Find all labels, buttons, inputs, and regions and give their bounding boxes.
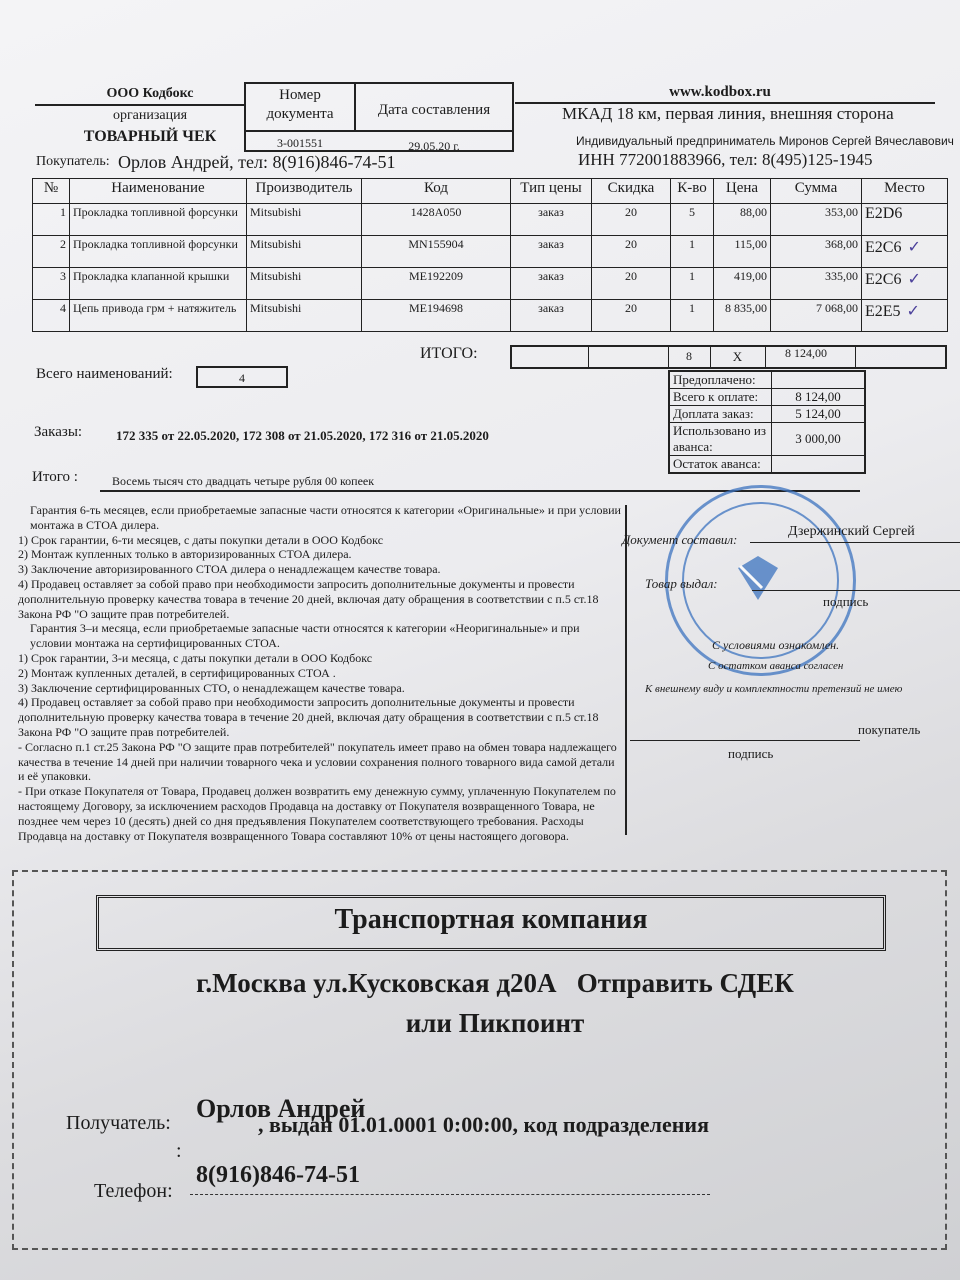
org-label: организация xyxy=(112,108,188,123)
warranty-paragraph: - При отказе Покупателя от Товара, Продавец должен возвратить ему денежную сумму, уплаченную Покупателем по настоящему Договору, за исключением расходов Продавца на доставку от Покупателя возвращенного Товара, не позднее чем через 10 (десять) дней со дня предъявления Покупателем соответствующего требования. Расходы Продавца на доставку от Покупателя возвращенного Товара составляют 10% от цены настоящего договора. xyxy=(18,784,616,843)
cell-qty: 1 xyxy=(671,300,714,332)
col-header: Тип цены xyxy=(511,179,592,204)
col-header: Наименование xyxy=(70,179,247,204)
cell-name: Прокладка топливной форсунки xyxy=(70,236,247,268)
doc-title: ТОВАРНЫЙ ЧЕК xyxy=(83,128,217,145)
total-words-label: Итого : xyxy=(32,469,78,485)
composed-by: Дзержинский Сергей xyxy=(788,524,915,539)
to-pay-value: 8 124,00 xyxy=(772,389,866,406)
buyer-label: Покупатель: xyxy=(36,154,110,169)
doc-date-label: Дата составления xyxy=(377,102,491,118)
cell-sum: 7 068,00 xyxy=(771,300,862,332)
recipient-name: Орлов Андрей xyxy=(196,1094,366,1123)
items-table xyxy=(32,178,948,332)
shipping-address-line2: или Пикпоинт xyxy=(405,1008,585,1038)
cell-code: ME194698 xyxy=(362,300,511,332)
cell-place: E2C6 ✓ xyxy=(862,236,948,268)
org-name: ООО Кодбокс xyxy=(106,86,194,101)
cell-price: 8 835,00 xyxy=(714,300,771,332)
warranty-paragraph: 1) Срок гарантии, 3-и месяца, с даты покупки детали в ООО Кодбокс xyxy=(18,650,373,665)
total-label: ИТОГО: xyxy=(420,345,478,362)
check-mark-icon: ✓ xyxy=(906,303,920,320)
doc-number-label: Номер документа xyxy=(266,87,334,122)
col-header: К-во xyxy=(671,179,714,204)
cell-discount: 20 xyxy=(592,300,671,332)
col-header: Цена xyxy=(714,179,771,204)
col-header: № xyxy=(33,179,70,204)
cell-maker: Mitsubishi xyxy=(247,268,362,300)
cell-n: 2 xyxy=(33,236,70,268)
warranty-paragraph: 2) Монтаж купленных деталей, в сертифицированных СТОА . xyxy=(18,665,336,680)
buyer-role-label: покупатель xyxy=(858,722,921,737)
table-row xyxy=(33,300,948,332)
agree-no-claims: К внешнему виду и комплектности претензий не имею xyxy=(645,683,903,695)
warranty-paragraph: 3) Заключение авторизированного СТОА дилера о ненадлежащем качестве товара. xyxy=(18,562,441,577)
payments-box xyxy=(668,370,866,474)
col-header: Код xyxy=(362,179,511,204)
cell-n: 4 xyxy=(33,300,70,332)
table-row xyxy=(33,204,948,236)
orders: 172 335 от 22.05.2020, 172 308 от 21.05.2020, 172 316 от 21.05.2020 xyxy=(116,428,489,443)
total-sum: 8 124,00 xyxy=(785,346,827,360)
shipping-address-line1: г.Москва ул.Кусковская д20А Отправить СДЕК xyxy=(196,968,794,998)
cell-place: E2C6 ✓ xyxy=(862,268,948,300)
extra-value: 5 124,00 xyxy=(772,406,866,423)
cell-maker: Mitsubishi xyxy=(247,300,362,332)
col-header: Место xyxy=(862,179,948,204)
check-mark-icon: ✓ xyxy=(907,239,921,256)
warranty-paragraph: Гарантия 3–и месяца, если приобретаемые запасные части относятся к категории «Неоригинальные» и при условии монтажа на сертифицированных СТОА. xyxy=(30,621,580,651)
agree-advance: С остатком аванса согласен xyxy=(708,660,844,672)
kodbox-logo-icon xyxy=(728,548,788,608)
remain-value xyxy=(772,456,866,474)
shipping-title: Транспортная компания xyxy=(96,895,886,951)
cell-code: MN155904 xyxy=(362,236,511,268)
cell-maker: Mitsubishi xyxy=(247,204,362,236)
table-header-row xyxy=(33,179,948,204)
warranty-paragraph: 3) Заключение сертифицированных СТО, о ненадлежащем качестве товара. xyxy=(18,680,405,695)
count-value: 4 xyxy=(196,366,288,388)
cell-n: 1 xyxy=(33,204,70,236)
col-header: Производитель xyxy=(247,179,362,204)
doc-number: 3-001551 xyxy=(277,136,323,150)
used-label: Использовано из аванса: xyxy=(669,423,772,456)
issued-signature-label: подпись xyxy=(823,594,869,609)
check-mark-icon: ✓ xyxy=(907,271,921,288)
warranty-paragraph: - Согласно п.1 ст.25 Закона РФ "О защите прав потребителей" покупатель имеет право на обмен товара надлежащего качества в течение 14 дней при наличии товарного чека и условии сохранения полного товарного вида самой детали и её упаковки. xyxy=(18,739,617,784)
cell-discount: 20 xyxy=(592,268,671,300)
inn: ИНН 772001883966, тел: 8(495)125-1945 xyxy=(578,150,873,169)
warranty-paragraph: 4) Продавец оставляет за собой право при необходимости запросить дополнительные документы и провести дополнительную проверку качества товара в течение 20 дней, включая дату обращения в соответствии с п.5 ст.18 Закона РФ "О защите прав потребителей. xyxy=(18,576,599,621)
cell-sum: 368,00 xyxy=(771,236,862,268)
cell-code: 1428A050 xyxy=(362,204,511,236)
cell-sum: 353,00 xyxy=(771,204,862,236)
cell-price: 88,00 xyxy=(714,204,771,236)
phone: 8(916)846-74-51 xyxy=(196,1162,360,1188)
cell-place: E2E5 ✓ xyxy=(862,300,948,332)
buyer-signature-label: подпись xyxy=(728,746,774,761)
cell-name: Прокладка клапанной крышки xyxy=(70,268,247,300)
cell-qty: 1 xyxy=(671,268,714,300)
recipient-label: Получатель: xyxy=(66,1112,171,1134)
composed-label: Документ составил: xyxy=(622,532,738,547)
warranty-paragraph: Гарантия 6-ть месяцев, если приобретаемые запасные части относятся к категории «Оригинальные» и при условии монтажа в СТОА дилера. xyxy=(30,503,621,532)
remain-label: Остаток аванса: xyxy=(669,456,772,474)
cell-price: 115,00 xyxy=(714,236,771,268)
agree-conditions: С условиями ознакомлен. xyxy=(712,638,840,652)
count-label: Всего наименований: xyxy=(36,366,173,382)
prepaid-label: Предоплачено: xyxy=(669,371,772,389)
cell-discount: 20 xyxy=(592,236,671,268)
total-x: X xyxy=(732,349,743,364)
buyer: Орлов Андрей, тел: 8(916)846-74-51 xyxy=(118,152,396,172)
cell-price: 419,00 xyxy=(714,268,771,300)
warranty-paragraph: 2) Монтаж купленных только в авторизированных СТОА дилера. xyxy=(18,547,352,562)
cell-discount: 20 xyxy=(592,204,671,236)
cell-price_type: заказ xyxy=(511,204,592,236)
to-pay-label: Всего к оплате: xyxy=(669,389,772,406)
entrepreneur: Индивидуальный предприниматель Миронов Сергей Вячеславович xyxy=(576,134,954,148)
cell-qty: 5 xyxy=(671,204,714,236)
warranty-paragraph: 1) Срок гарантии, 6-ти месяцев, с даты покупки детали в ООО Кодбокс xyxy=(18,532,384,547)
cell-qty: 1 xyxy=(671,236,714,268)
prepaid-value xyxy=(772,371,866,389)
passport-colon: : xyxy=(176,1140,182,1162)
extra-label: Доплата заказ: xyxy=(669,406,772,423)
table-row xyxy=(33,268,948,300)
cell-price_type: заказ xyxy=(511,300,592,332)
passport-info: , выдан 01.01.0001 0:00:00, код подразделения xyxy=(258,1112,709,1137)
website: www.kodbox.ru xyxy=(669,84,771,100)
used-value: 3 000,00 xyxy=(772,423,866,456)
phone-label: Телефон: xyxy=(94,1180,173,1202)
cell-place: E2D6 xyxy=(862,204,948,236)
cell-price_type: заказ xyxy=(511,268,592,300)
cell-sum: 335,00 xyxy=(771,268,862,300)
warranty-text xyxy=(10,503,622,843)
cell-n: 3 xyxy=(33,268,70,300)
cell-price_type: заказ xyxy=(511,236,592,268)
col-header: Скидка xyxy=(592,179,671,204)
orders-label: Заказы: xyxy=(34,424,83,440)
total-qty: 8 xyxy=(686,349,692,363)
cell-name: Прокладка топливной форсунки xyxy=(70,204,247,236)
cell-name: Цепь привода грм + натяжитель xyxy=(70,300,247,332)
cell-code: ME192209 xyxy=(362,268,511,300)
doc-date: 29.05.20 г. xyxy=(408,139,460,153)
table-row xyxy=(33,236,948,268)
issued-label: Товар выдал: xyxy=(645,576,718,591)
cell-maker: Mitsubishi xyxy=(247,236,362,268)
address: МКАД 18 км, первая линия, внешняя сторона xyxy=(562,104,894,123)
total-words: Восемь тысяч сто двадцать четыре рубля 00 копеек xyxy=(112,474,375,488)
col-header: Сумма xyxy=(771,179,862,204)
warranty-paragraph: 4) Продавец оставляет за собой право при необходимости запросить дополнительные документы и провести дополнительную проверку качества товара в течение 20 дней, включая дату обращения в соответствии с п.5 ст.18 Закона РФ "О защите прав потребителей. xyxy=(18,695,599,739)
